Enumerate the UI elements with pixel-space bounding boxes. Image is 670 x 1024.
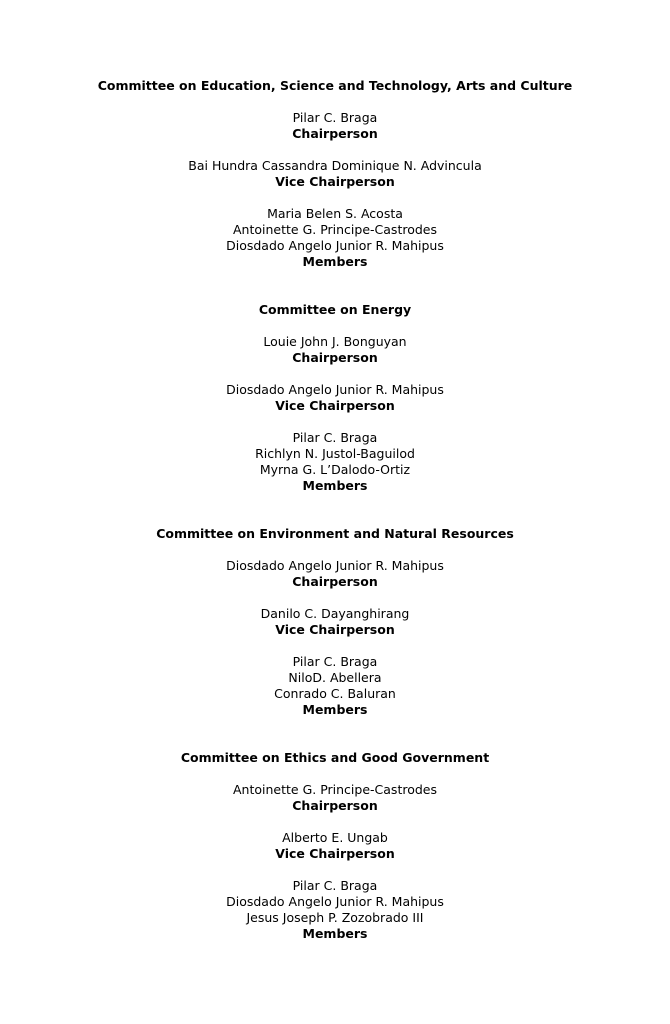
members-role-label: Members: [302, 926, 368, 941]
member-name: Diosdado Angelo Junior R. Mahipus: [226, 894, 444, 909]
committee-title: Committee on Education, Science and Technology, Arts and Culture: [97, 78, 573, 93]
members-group: [0, 878, 670, 942]
committee-section: [0, 78, 670, 270]
members-group: [0, 654, 670, 718]
vice-chairperson-role-label: Vice Chairperson: [275, 846, 395, 861]
vice-chairperson-role-label: Vice Chairperson: [275, 622, 395, 637]
member-name: Richlyn N. Justol-Baguilod: [255, 446, 415, 461]
committee-section: [0, 750, 670, 942]
chairperson-role-label: Chairperson: [292, 126, 378, 141]
chairperson-role-label: Chairperson: [292, 350, 378, 365]
vice-chairperson-name: Danilo C. Dayanghirang: [260, 606, 410, 621]
vice-chairperson-group: [0, 382, 670, 414]
committee-title: Committee on Energy: [258, 302, 412, 317]
chairperson-group: [0, 782, 670, 814]
chairperson-group: [0, 334, 670, 366]
member-name: NiloD. Abellera: [288, 670, 382, 685]
chairperson-role-label: Chairperson: [292, 798, 378, 813]
member-name: Jesus Joseph P. Zozobrado III: [246, 910, 424, 925]
chairperson-name: Louie John J. Bonguyan: [263, 334, 407, 349]
vice-chairperson-name: Bai Hundra Cassandra Dominique N. Advincula: [188, 158, 482, 173]
member-name: Pilar C. Braga: [292, 430, 378, 445]
committee-title: Committee on Ethics and Good Government: [180, 750, 490, 765]
committee-list: [0, 78, 670, 974]
vice-chairperson-name: Alberto E. Ungab: [282, 830, 388, 845]
chairperson-role-label: Chairperson: [292, 574, 378, 589]
committee-section: [0, 302, 670, 494]
vice-chairperson-group: [0, 606, 670, 638]
chairperson-name: Antoinette G. Principe-Castrodes: [233, 782, 437, 797]
members-role-label: Members: [302, 478, 368, 493]
vice-chairperson-group: [0, 158, 670, 190]
member-name: Maria Belen S. Acosta: [267, 206, 403, 221]
member-name: Myrna G. L’Dalodo-Ortiz: [259, 462, 411, 477]
chairperson-group: [0, 558, 670, 590]
chairperson-group: [0, 110, 670, 142]
vice-chairperson-group: [0, 830, 670, 862]
members-role-label: Members: [302, 702, 368, 717]
committee-section: [0, 526, 670, 718]
committee-title: Committee on Environment and Natural Resources: [156, 526, 514, 541]
member-name: Pilar C. Braga: [292, 878, 378, 893]
member-name: Antoinette G. Principe-Castrodes: [233, 222, 437, 237]
members-group: [0, 206, 670, 270]
member-name: Diosdado Angelo Junior R. Mahipus: [226, 238, 444, 253]
chairperson-name: Diosdado Angelo Junior R. Mahipus: [226, 558, 444, 573]
members-group: [0, 430, 670, 494]
members-role-label: Members: [302, 254, 368, 269]
vice-chairperson-role-label: Vice Chairperson: [275, 398, 395, 413]
vice-chairperson-role-label: Vice Chairperson: [275, 174, 395, 189]
member-name: Pilar C. Braga: [292, 654, 378, 669]
chairperson-name: Pilar C. Braga: [292, 110, 378, 125]
member-name: Conrado C. Baluran: [274, 686, 396, 701]
vice-chairperson-name: Diosdado Angelo Junior R. Mahipus: [226, 382, 444, 397]
